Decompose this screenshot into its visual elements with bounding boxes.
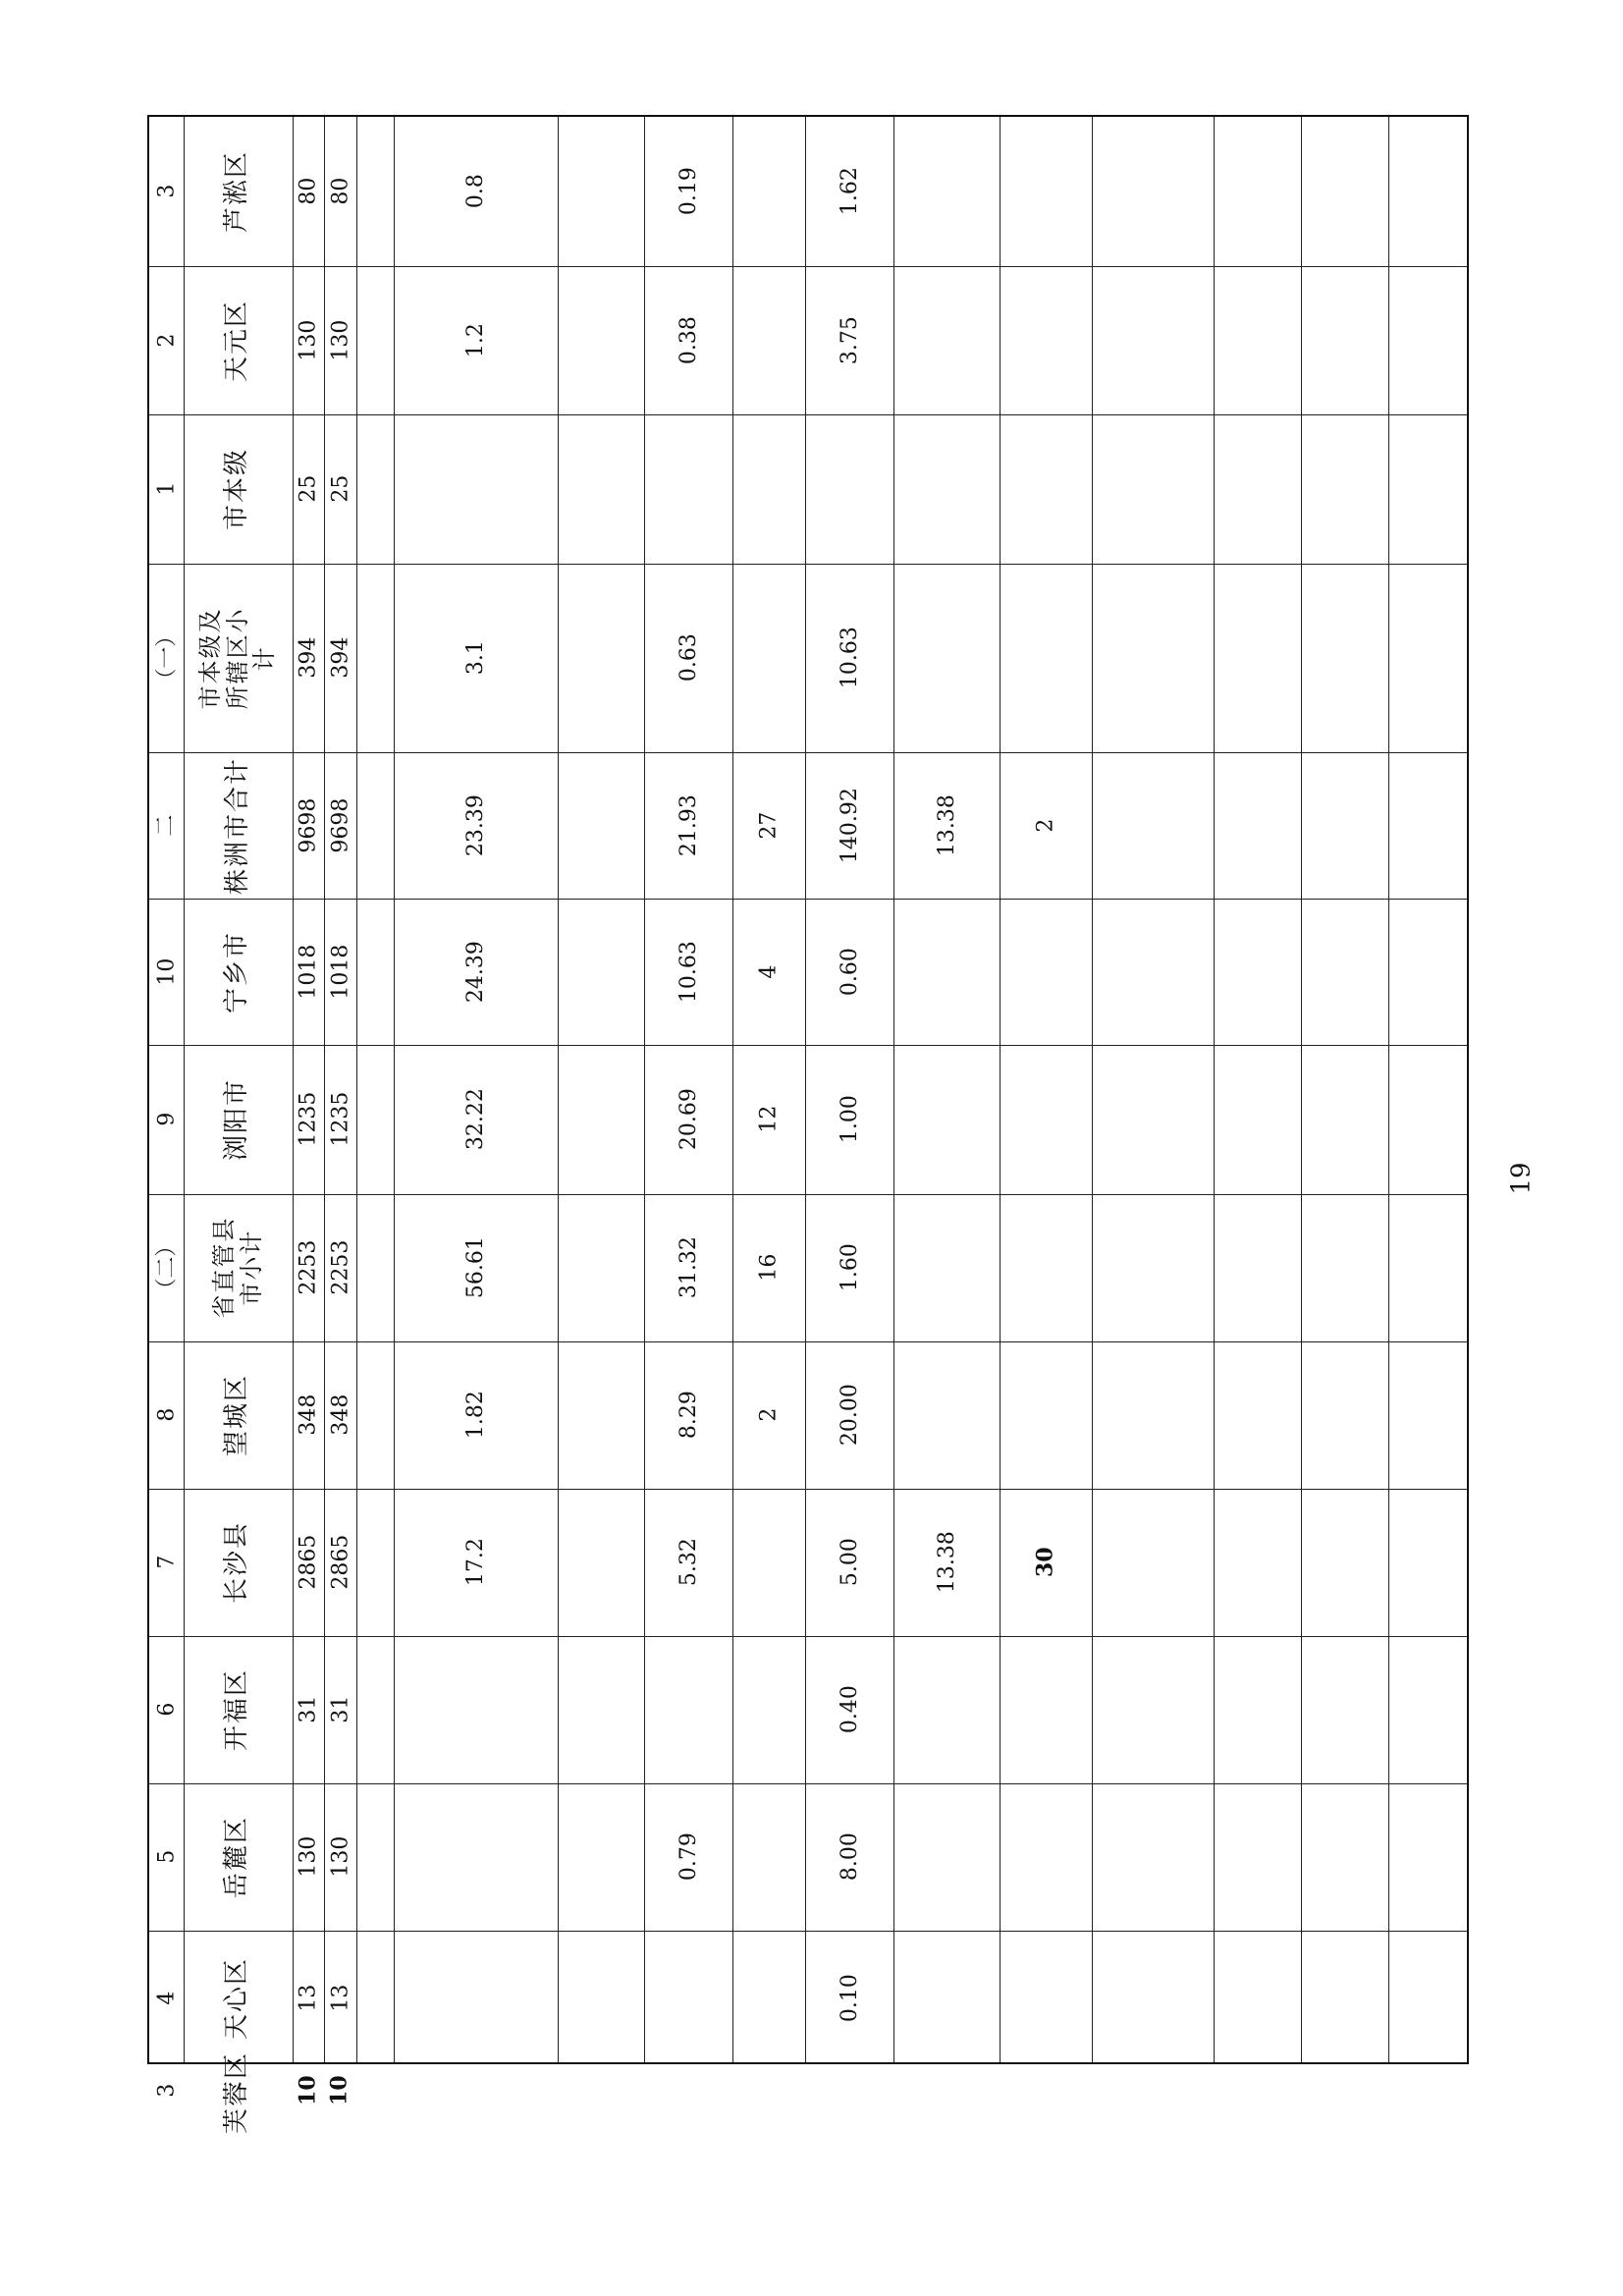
cell-value: [644, 266, 732, 414]
cell-value-text: 1.00: [837, 1095, 862, 1144]
column-index: [149, 1194, 184, 1341]
column-name-text: 市本级及所辖区小计: [196, 607, 279, 709]
row-divider: [1301, 117, 1302, 2062]
cell-value-text: 2: [756, 1407, 782, 1422]
cell-value-text: 20.69: [676, 1088, 701, 1151]
column-name-text: 浏阳市: [222, 1077, 252, 1161]
column-index-text: （一）: [153, 625, 179, 690]
cell-value: [732, 1341, 805, 1489]
column-name-text: 株洲市合计: [222, 756, 252, 895]
column-name-text: 天元区: [222, 299, 252, 382]
column-index-text: 3: [153, 2083, 179, 2098]
cell-value-text: 2253: [327, 1239, 352, 1295]
cell-value: [324, 266, 356, 414]
cell-value: [805, 1931, 893, 2066]
column-index-text: 2: [153, 333, 179, 348]
cell-value-text: 27: [756, 811, 782, 840]
cell-value-text: 16: [756, 1253, 782, 1282]
column-name: [184, 1045, 293, 1194]
cell-value: [805, 1045, 893, 1194]
cell-value-text: 10.63: [837, 627, 862, 689]
cell-value: [805, 564, 893, 752]
cell-value: [293, 1783, 324, 1931]
cell-value: [805, 1194, 893, 1341]
cell-value-text: 13.38: [934, 1531, 959, 1594]
cell-value: [293, 1636, 324, 1783]
cell-value-text: 130: [296, 319, 321, 361]
column-name: [184, 899, 293, 1045]
cell-value-text: 140.92: [837, 788, 862, 863]
cell-value-text: 5.00: [837, 1538, 862, 1587]
row-divider: [558, 117, 559, 2062]
cell-value: [644, 899, 732, 1045]
cell-value: [293, 1489, 324, 1636]
cell-value: [324, 117, 356, 266]
column-name: [184, 414, 293, 564]
column-index-text: 二: [153, 814, 179, 837]
cell-value: [805, 752, 893, 899]
cell-value-text: 0.19: [676, 167, 701, 216]
cell-value-text: 130: [296, 1835, 321, 1878]
page-number: 19: [1507, 1162, 1537, 1195]
cell-value: [644, 1194, 732, 1341]
cell-value: [644, 752, 732, 899]
cell-value: [394, 1045, 558, 1194]
cell-value-text: 80: [296, 177, 321, 205]
cell-value-text: 0.38: [676, 316, 701, 364]
column-name: [184, 117, 293, 266]
cell-value-text: 394: [327, 636, 352, 679]
cell-value-text: 8.00: [837, 1832, 862, 1882]
cell-value-text: 2865: [327, 1534, 352, 1590]
cell-value: [293, 564, 324, 752]
column-name: [184, 752, 293, 899]
cell-value-text: 0.60: [837, 948, 862, 996]
cell-value: [644, 117, 732, 266]
cell-value: [644, 1489, 732, 1636]
cell-value: [805, 899, 893, 1045]
cell-value: [1000, 752, 1092, 899]
cell-value: [324, 1341, 356, 1489]
column-name: [184, 1783, 293, 1931]
column-index-text: 5: [153, 1849, 179, 1864]
cell-value-text: 348: [327, 1394, 352, 1436]
cell-value: [805, 1489, 893, 1636]
cell-value-text: 1.62: [837, 167, 862, 216]
cell-value-text: 1.2: [462, 322, 488, 357]
cell-value: [732, 1045, 805, 1194]
column-name: [184, 1931, 293, 2066]
cell-value-text: 0.79: [676, 1832, 701, 1882]
column-name-text: 芦淞区: [222, 149, 252, 233]
cell-value: [805, 1636, 893, 1783]
column-name-text: 天心区: [222, 1956, 252, 2040]
column-name: [184, 1194, 293, 1341]
cell-value-text: 12: [756, 1105, 782, 1133]
cell-value-text: 2: [1033, 818, 1058, 833]
row-divider: [1092, 117, 1093, 2062]
cell-value: [732, 752, 805, 899]
cell-value-text: 13.38: [934, 794, 959, 856]
column-index: [149, 1783, 184, 1931]
cell-value-text: 13: [296, 1984, 321, 2012]
cell-value-text: 1018: [327, 944, 352, 1000]
cell-value-text: 21.93: [676, 794, 701, 856]
column-index: [149, 1636, 184, 1783]
cell-value-text: 130: [327, 319, 352, 361]
cell-value: [293, 266, 324, 414]
cell-value: [324, 899, 356, 1045]
column-index-text: 3: [153, 184, 179, 198]
cell-value: [394, 117, 558, 266]
cell-value-text: 10.63: [676, 941, 701, 1003]
column-name-text: 宁乡市: [222, 930, 252, 1013]
cell-value: [324, 1045, 356, 1194]
cell-value: [1000, 1489, 1092, 1636]
cell-value-text: 25: [327, 474, 352, 503]
column-index: [149, 564, 184, 752]
column-index: [149, 266, 184, 414]
cell-value: [394, 1194, 558, 1341]
column-index-text: 7: [153, 1555, 179, 1569]
cell-value-text: 0.10: [837, 1974, 862, 2023]
cell-value: [293, 899, 324, 1045]
cell-value: [293, 2075, 324, 2105]
cell-value-text: 2253: [296, 1239, 321, 1295]
cell-value-text: 20.00: [837, 1384, 862, 1447]
cell-value: [644, 1783, 732, 1931]
cell-value: [394, 266, 558, 414]
cell-value: [644, 1341, 732, 1489]
cell-value-text: 31.32: [676, 1236, 701, 1299]
column-index-text: 6: [153, 1702, 179, 1717]
cell-value: [732, 899, 805, 1045]
cell-value-text: 31: [327, 1695, 352, 1723]
column-name-text: 长沙县: [222, 1520, 252, 1604]
cell-value: [805, 1341, 893, 1489]
column-name-text: 岳麓区: [222, 1815, 252, 1898]
column-index: [149, 752, 184, 899]
column-index: [149, 1931, 184, 2066]
cell-value-text: 32.22: [462, 1088, 488, 1151]
column-index: [149, 2078, 184, 2103]
cell-value: [293, 1341, 324, 1489]
cell-value: [324, 414, 356, 564]
cell-value-text: 3.75: [837, 316, 862, 364]
cell-value: [394, 564, 558, 752]
cell-value: [893, 752, 1000, 899]
cell-value-text: 4: [756, 964, 782, 979]
column-name: [184, 266, 293, 414]
column-name-text: 开福区: [222, 1667, 252, 1751]
cell-value-text: 30: [1032, 1547, 1058, 1578]
column-index: [149, 1045, 184, 1194]
column-name: [184, 1489, 293, 1636]
cell-value-text: 10: [326, 2075, 352, 2105]
cell-value: [732, 1194, 805, 1341]
column-index: [149, 414, 184, 564]
cell-value-text: 31: [296, 1695, 321, 1723]
cell-value: [394, 752, 558, 899]
cell-value: [324, 1194, 356, 1341]
column-name-text: 市本级: [222, 447, 252, 530]
cell-value: [293, 117, 324, 266]
cell-value: [394, 1341, 558, 1489]
column-name-text: 望城区: [222, 1373, 252, 1456]
cell-value-text: 1018: [296, 944, 321, 1000]
cell-value-text: 17.2: [462, 1538, 488, 1587]
cell-value-text: 130: [327, 1835, 352, 1878]
column-index-text: 1: [153, 481, 179, 496]
cell-value-text: 5.32: [676, 1538, 701, 1587]
cell-value-text: 0.40: [837, 1685, 862, 1734]
column-index-text: 4: [153, 1991, 179, 2005]
cell-value-text: 10: [295, 2075, 321, 2105]
cell-value: [805, 117, 893, 266]
cell-value-text: 2865: [296, 1534, 321, 1590]
column-index-text: （二）: [153, 1234, 179, 1300]
column-name: [184, 564, 293, 752]
cell-value: [324, 2075, 356, 2105]
cell-value: [394, 1489, 558, 1636]
cell-value-text: 9698: [296, 797, 321, 853]
cell-value-text: 0.8: [462, 174, 488, 209]
column-name: [184, 2050, 293, 2134]
cell-value: [644, 1045, 732, 1194]
cell-value-text: 394: [296, 636, 321, 679]
row-divider: [1388, 117, 1389, 2062]
column-name: [184, 1636, 293, 1783]
cell-value-text: 1.82: [462, 1391, 488, 1440]
cell-value: [324, 1783, 356, 1931]
cell-value: [293, 414, 324, 564]
cell-value-text: 23.39: [462, 794, 488, 856]
cell-value: [805, 266, 893, 414]
column-index-text: 9: [153, 1112, 179, 1126]
cell-value: [805, 1783, 893, 1931]
row-divider: [893, 117, 894, 2062]
cell-value-text: 1.60: [837, 1243, 862, 1292]
cell-value-text: 8.29: [676, 1391, 701, 1440]
cell-value-text: 1235: [327, 1091, 352, 1147]
cell-value: [324, 752, 356, 899]
cell-value: [293, 752, 324, 899]
cell-value: [293, 1931, 324, 2066]
cell-value-text: 56.61: [462, 1236, 488, 1299]
column-index: [149, 899, 184, 1045]
cell-value: [893, 1489, 1000, 1636]
cell-value: [324, 1931, 356, 2066]
column-name-text: 省直管县市小计: [209, 1217, 265, 1319]
cell-value: [644, 564, 732, 752]
cell-value: [324, 1489, 356, 1636]
row-divider: [1214, 117, 1215, 2062]
row-divider: [356, 117, 357, 2062]
cell-value: [324, 564, 356, 752]
cell-value: [394, 899, 558, 1045]
cell-value: [293, 1194, 324, 1341]
cell-value-text: 0.63: [676, 633, 701, 683]
column-index-text: 8: [153, 1407, 179, 1422]
column-index-text: 10: [153, 957, 179, 986]
cell-value-text: 25: [296, 474, 321, 503]
cell-value-text: 13: [327, 1984, 352, 2012]
cell-value: [293, 1045, 324, 1194]
column-name: [184, 1341, 293, 1489]
data-table: [147, 115, 1469, 2134]
column-name-text: 芙蓉区: [222, 2050, 252, 2134]
row-divider: [1000, 117, 1001, 2062]
column-index: [149, 117, 184, 266]
cell-value-text: 1235: [296, 1091, 321, 1147]
cell-value-text: 3.1: [462, 640, 488, 676]
cell-value-text: 9698: [327, 797, 352, 853]
column-index: [149, 1489, 184, 1636]
column-index: [149, 1341, 184, 1489]
cell-value-text: 80: [327, 177, 352, 205]
cell-value-text: 348: [296, 1394, 321, 1436]
cell-value-text: 24.39: [462, 941, 488, 1003]
cell-value: [324, 1636, 356, 1783]
